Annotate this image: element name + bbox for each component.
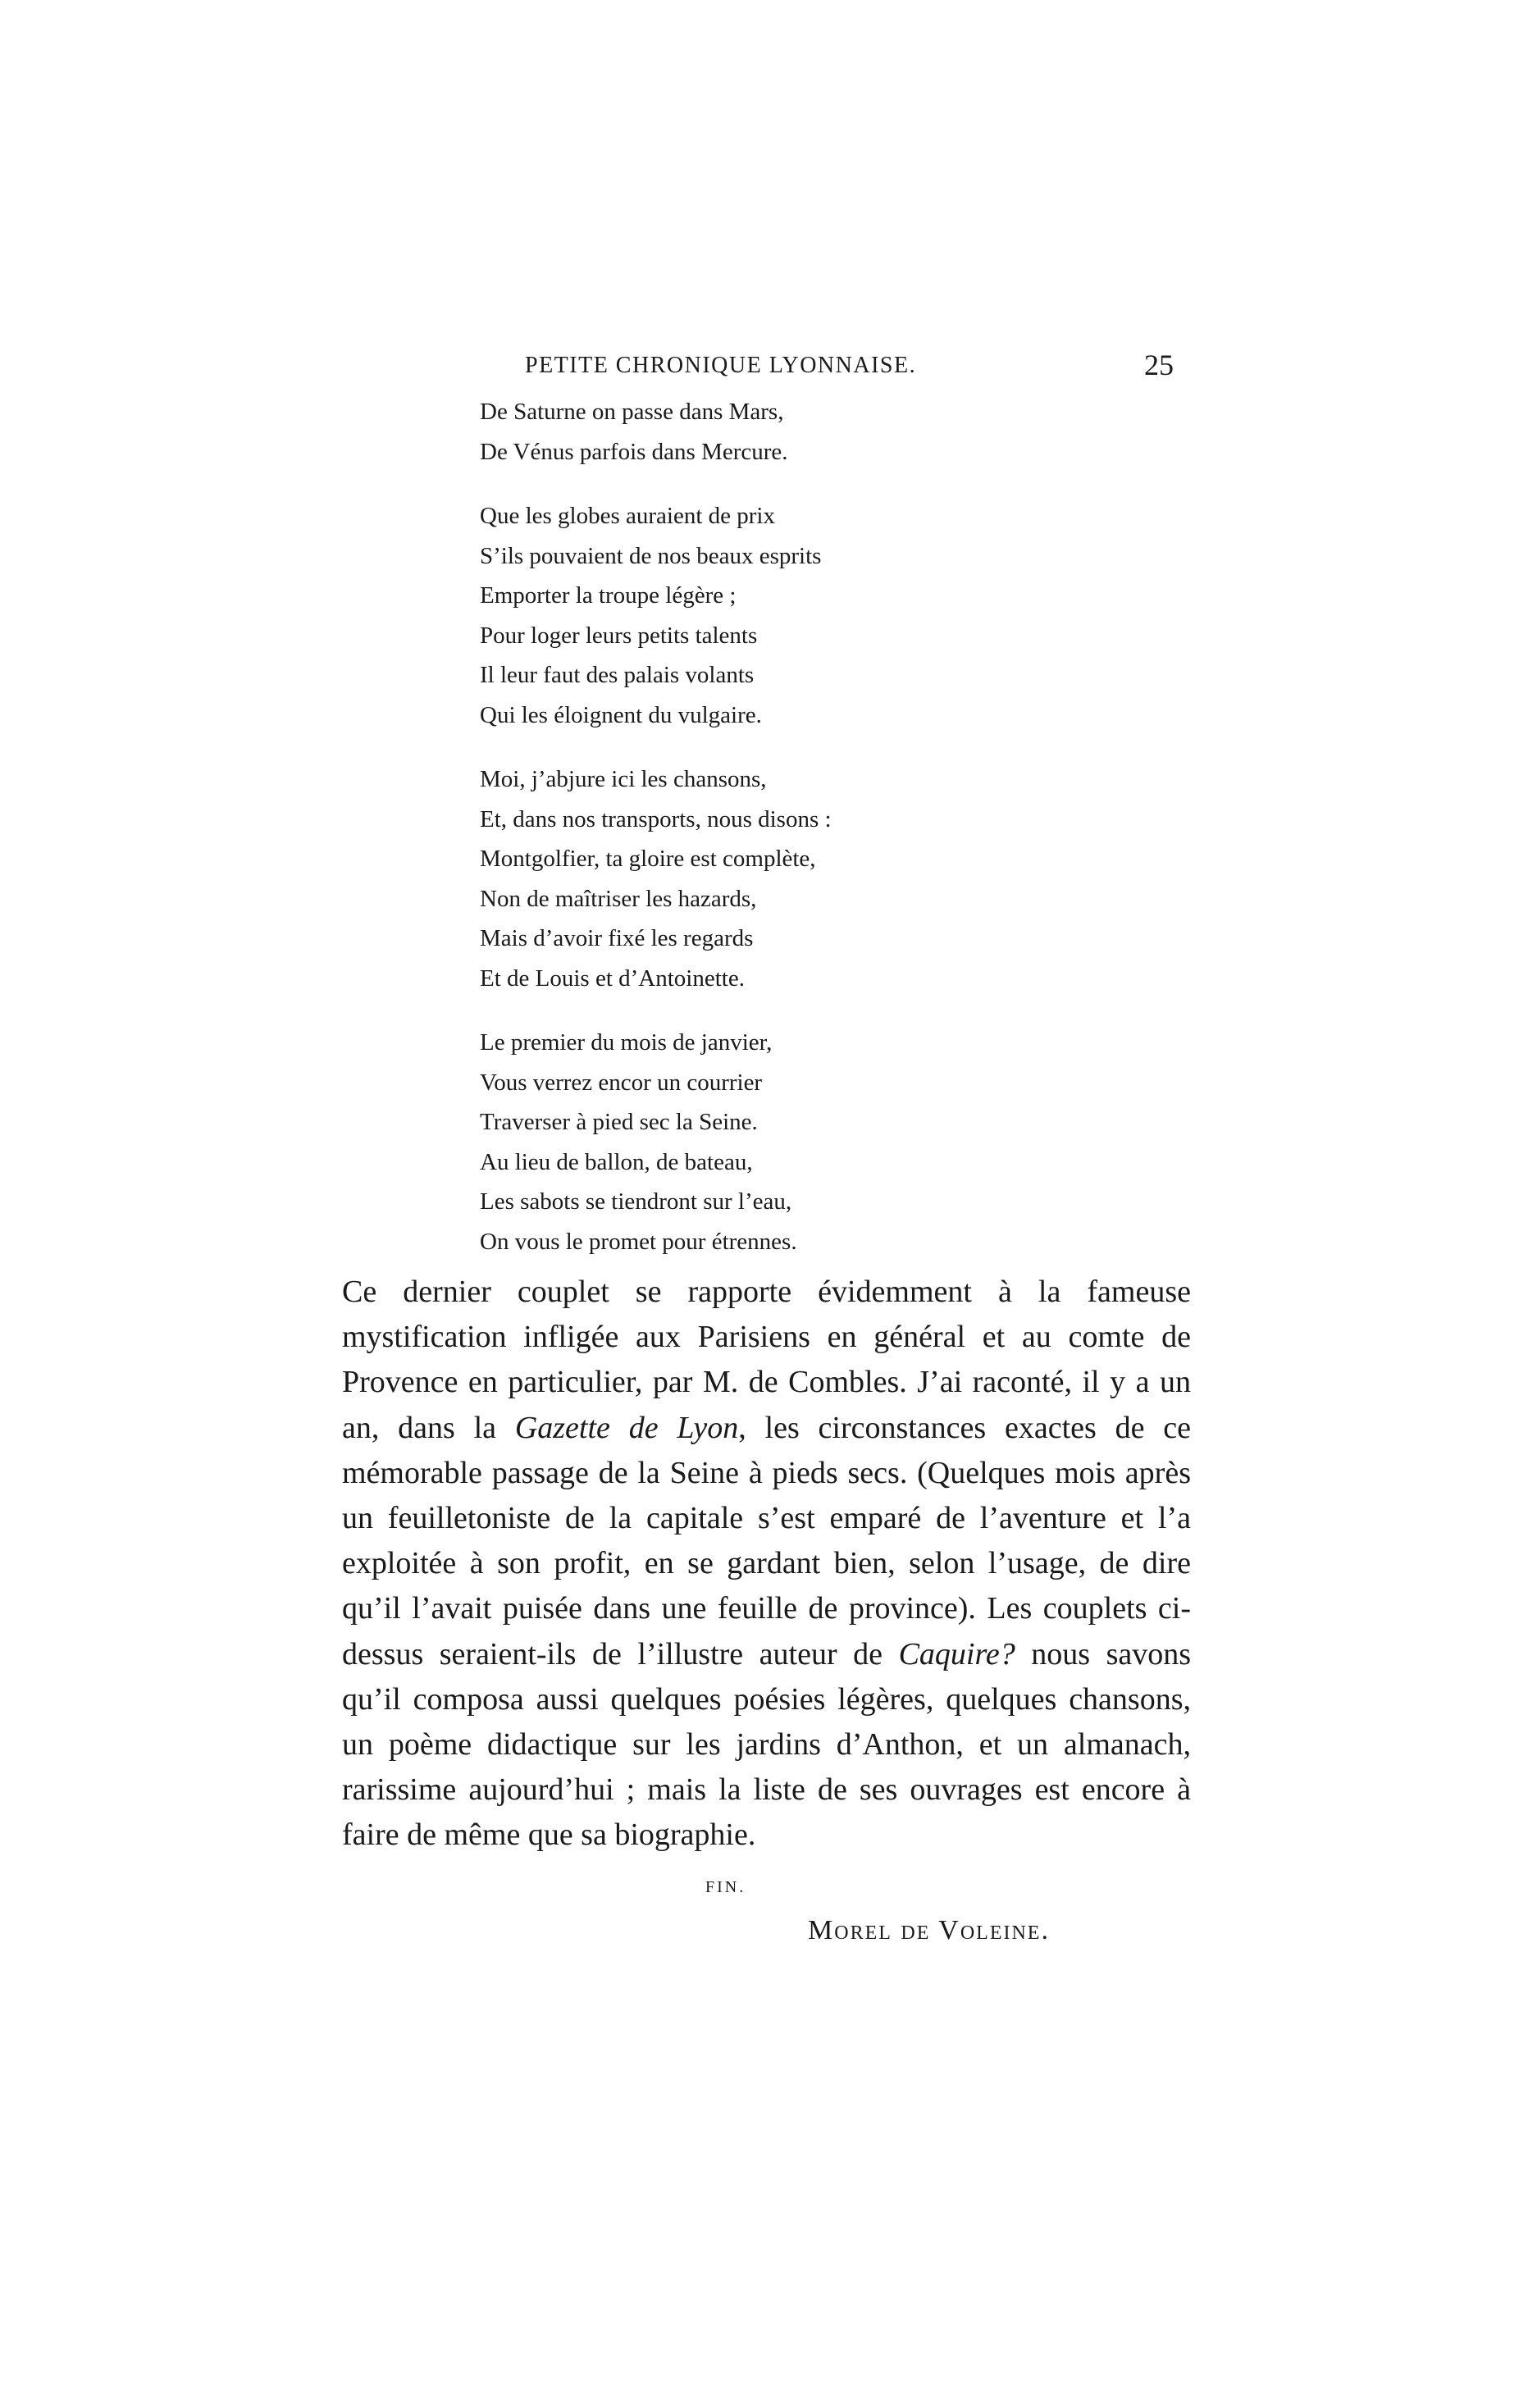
- poem: [480, 392, 1054, 1286]
- newspaper-title: Gazette de Lyon: [514, 1410, 739, 1445]
- poem-line: Non de maîtriser les hazards,: [480, 885, 757, 912]
- poem-line: Les sabots se tiendront sur l’eau,: [480, 1188, 792, 1215]
- poem-line: Emporter la troupe légère ;: [480, 582, 737, 609]
- poem-line: Que les globes auraient de prix: [480, 503, 775, 529]
- poem-line: De Vénus parfois dans Mercure.: [480, 438, 788, 465]
- commentary-paragraph: [342, 1270, 1191, 1858]
- poem-line: Vous verrez encor un courrier: [480, 1069, 763, 1096]
- poem-line: Moi, j’abjure ici les chansons,: [480, 766, 767, 792]
- poem-line: S’ils pouvaient de nos beaux esprits: [480, 542, 822, 569]
- poem-line: Mais d’avoir fixé les regards: [480, 925, 754, 951]
- poem-line: Au lieu de ballon, de bateau,: [480, 1148, 753, 1175]
- poem-line: Pour loger leurs petits talents: [480, 622, 758, 649]
- fin-mark: FIN.: [705, 1878, 746, 1896]
- running-title: PETITE CHRONIQUE LYONNAISE.: [525, 353, 917, 378]
- poem-line: On vous le promet pour étrennes.: [480, 1228, 797, 1255]
- poem-stanza: [480, 496, 1054, 735]
- poem-line: Qui les éloignent du vulgaire.: [480, 701, 762, 728]
- poem-stanza: [480, 392, 1054, 472]
- poem-line: De Saturne on passe dans Mars,: [480, 399, 784, 425]
- poem-line: Et, dans nos transports, nous disons :: [480, 805, 832, 832]
- poem-line: Il leur faut des palais volants: [480, 662, 755, 688]
- poem-line: Et de Louis et d’Antoinette.: [480, 965, 745, 992]
- poem-line: Le premier du mois de janvier,: [480, 1029, 773, 1056]
- poem-line: Traverser à pied sec la Seine.: [480, 1109, 758, 1135]
- work-title: Caquire?: [898, 1636, 1015, 1671]
- poem-stanza: [480, 759, 1054, 998]
- paragraph-text: nous savons qu’il composa aussi quelques poésies légères, quelques chansons, un poème didactique sur les jardins d’Anthon, et un almanach, rarissime aujourd’hui ; mais la liste de ses ouvrages est encore à faire de même que sa biographie.: [342, 1636, 1192, 1853]
- page-number: 25: [1144, 349, 1174, 381]
- paragraph-text: , les circonstances exactes de ce mémorable passage de la Seine à pieds secs. (Quelques mois après un feuilletoniste de la capitale s’est emparé de l’aventure et l’a exploitée à son profit, en se gardant bien, selon l’usage, de dire qu’il l’avait puisée dans une feuille de province). Les couplets ci-dessus seraient-ils de l’illustre auteur de: [342, 1410, 1191, 1671]
- author-signature: Morel de Voleine.: [808, 1915, 1050, 1945]
- poem-stanza: [480, 1023, 1054, 1261]
- paragraph-text: Ce dernier couplet se rapporte évidemment à la fameuse mystification infligée aux Parisiens en général et au comte de Provence en particulier, par M. de Combles. J’ai raconté, il y a un an, dans la: [342, 1275, 1191, 1445]
- poem-line: Montgolfier, ta gloire est complète,: [480, 846, 816, 872]
